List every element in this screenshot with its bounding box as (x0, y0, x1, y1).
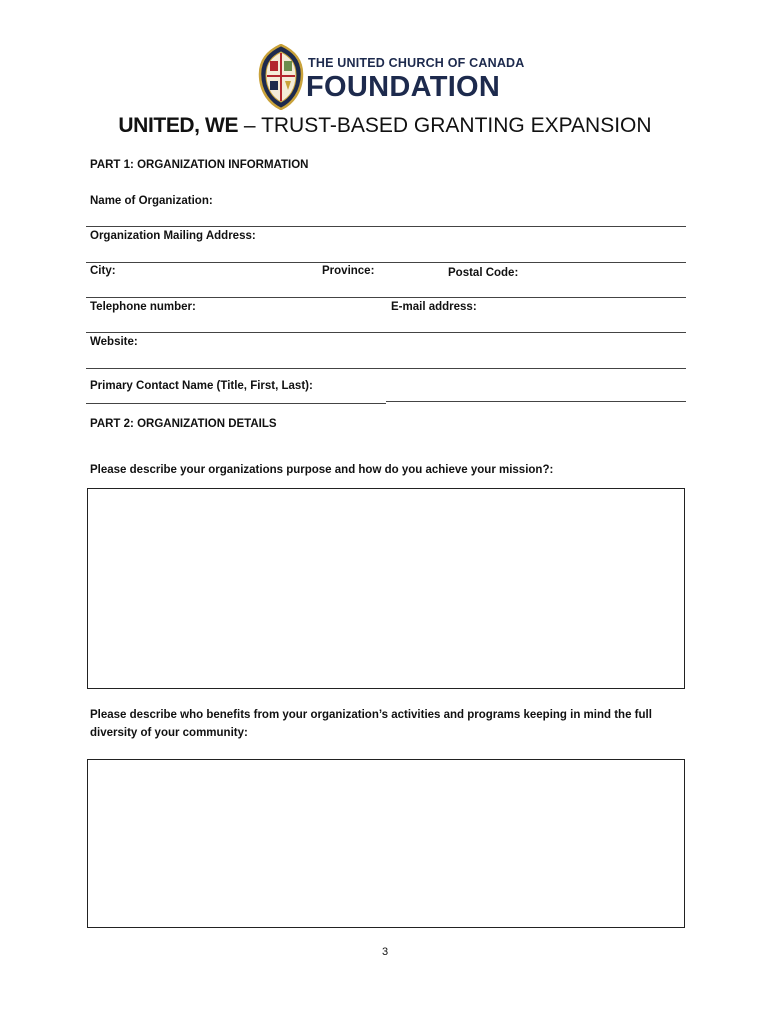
page-number: 3 (381, 946, 389, 958)
telephone-email-field[interactable] (86, 332, 686, 333)
title-bold: UNITED, WE (118, 114, 239, 137)
foundation-logo (258, 44, 525, 112)
postal-code-label: Postal Code: (448, 267, 519, 279)
beneficiaries-question-line2: diversity of your community: (90, 727, 248, 739)
part2-heading: PART 2: ORGANIZATION DETAILS (90, 418, 277, 430)
website-label: Website: (90, 336, 138, 348)
province-label: Province: (322, 265, 375, 277)
email-label: E-mail address: (391, 301, 477, 313)
website-field[interactable] (86, 368, 686, 369)
purpose-answer-box[interactable] (87, 488, 685, 689)
crest-icon (258, 44, 304, 110)
city-province-postal-field[interactable] (86, 297, 686, 298)
mailing-address-field[interactable] (86, 262, 686, 263)
title-rest: – TRUST-BASED GRANTING EXPANSION (238, 114, 652, 137)
logo-org-line: THE UNITED CHURCH OF CANADA (308, 56, 525, 70)
beneficiaries-answer-box[interactable] (87, 759, 685, 928)
name-of-organization-label: Name of Organization: (90, 195, 213, 207)
primary-contact-field[interactable] (386, 401, 686, 402)
logo-name: FOUNDATION (306, 71, 501, 103)
primary-contact-label: Primary Contact Name (Title, First, Last): (90, 380, 313, 392)
city-label: City: (90, 265, 116, 277)
name-of-organization-field[interactable] (86, 226, 686, 227)
purpose-question: Please describe your organizations purpose and how do you achieve your mission?: (90, 464, 554, 476)
primary-contact-underline-left (86, 403, 386, 404)
mailing-address-label: Organization Mailing Address: (90, 230, 256, 242)
page-title (0, 114, 770, 138)
part1-heading: PART 1: ORGANIZATION INFORMATION (90, 159, 309, 171)
telephone-label: Telephone number: (90, 301, 196, 313)
beneficiaries-question-line1: Please describe who benefits from your organization’s activities and programs keeping in mind the full (90, 709, 652, 721)
